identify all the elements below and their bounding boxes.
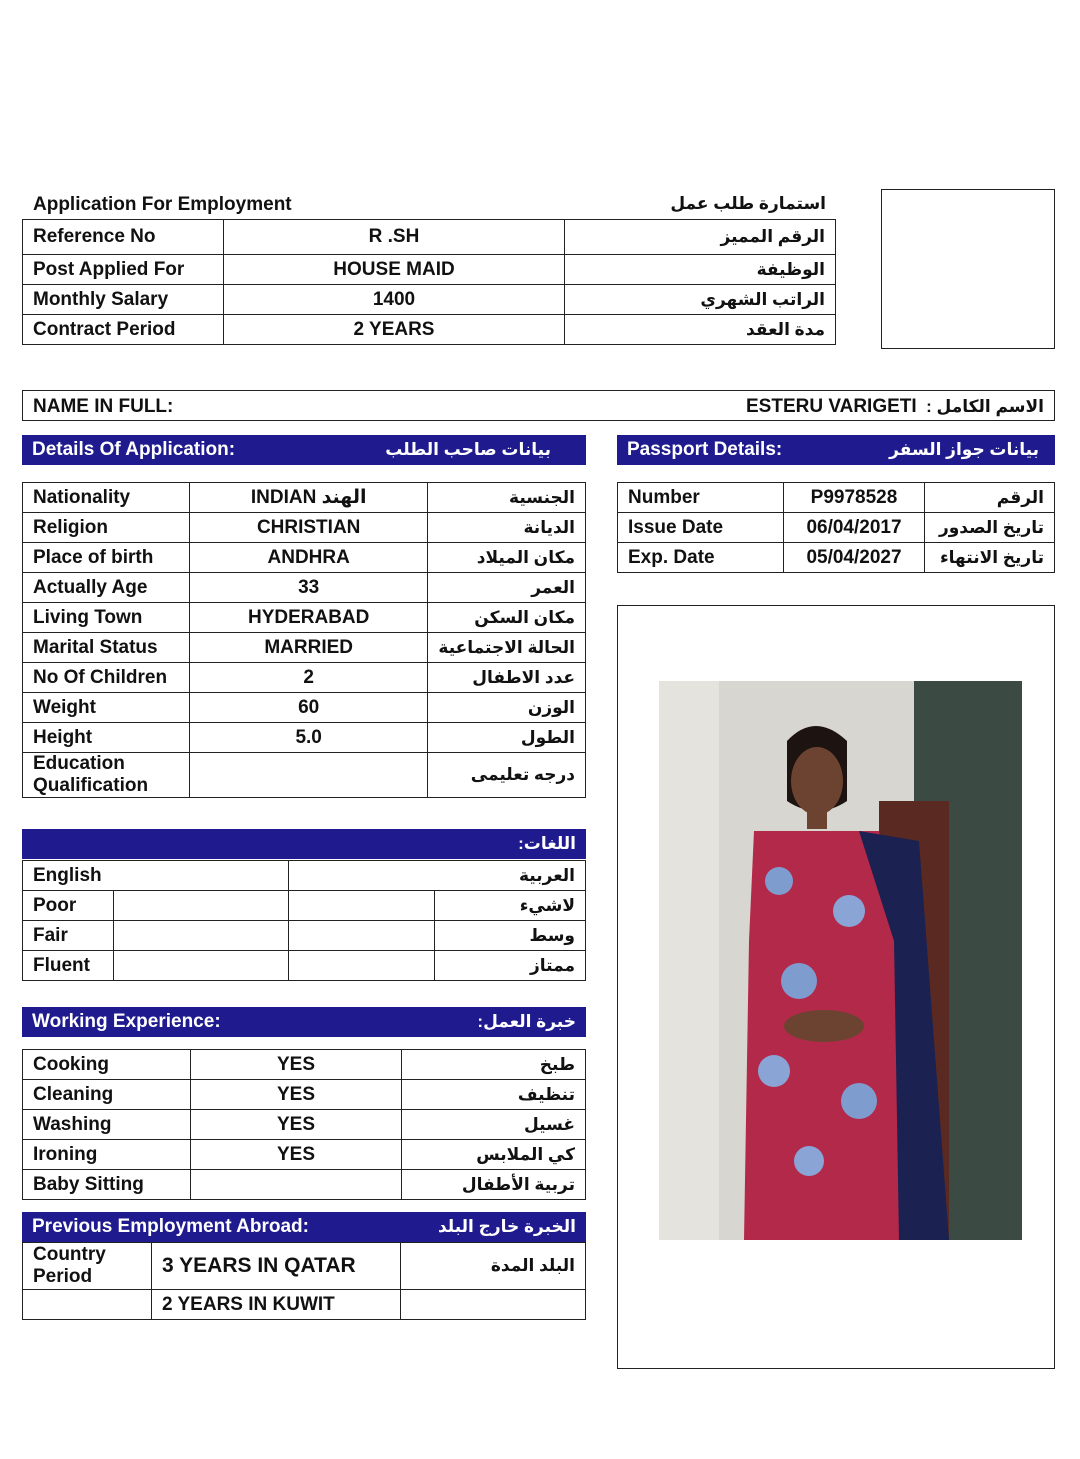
table-row bbox=[23, 1140, 586, 1170]
applicant-photo bbox=[659, 681, 1022, 1240]
detail-value: INDIAN الهند bbox=[189, 483, 427, 513]
name-row bbox=[22, 390, 1055, 421]
language-label: English bbox=[23, 861, 289, 891]
header-value: R .SH bbox=[224, 220, 565, 255]
table-row bbox=[23, 1080, 586, 1110]
table-row bbox=[618, 513, 1055, 543]
experience-label-ar: غسيل bbox=[402, 1110, 586, 1140]
applicant-photo-illustration bbox=[659, 681, 1022, 1240]
table-row bbox=[23, 1110, 586, 1140]
education-value bbox=[189, 753, 427, 798]
table-row bbox=[23, 891, 586, 921]
language-label-ar: العربية bbox=[289, 861, 586, 891]
table-row bbox=[23, 693, 586, 723]
table-row bbox=[23, 951, 586, 981]
language-cell bbox=[289, 891, 435, 921]
table-row bbox=[23, 1050, 586, 1080]
education-label-1: Education bbox=[33, 753, 125, 774]
passport-value: 05/04/2027 bbox=[784, 543, 925, 573]
table-row bbox=[23, 633, 586, 663]
table-row bbox=[23, 220, 836, 255]
details-table bbox=[22, 482, 586, 798]
table-row bbox=[23, 315, 836, 345]
education-label-ar: درجه تعليمى bbox=[428, 753, 586, 798]
table-row bbox=[618, 543, 1055, 573]
experience-label: Cleaning bbox=[23, 1080, 191, 1110]
table-row bbox=[23, 921, 586, 951]
experience-value bbox=[191, 1170, 402, 1200]
table-row bbox=[23, 513, 586, 543]
detail-label-ar: مكان السكن bbox=[428, 603, 586, 633]
experience-title-ar: خبرة العمل: bbox=[477, 1012, 576, 1031]
passport-label: Exp. Date bbox=[618, 543, 784, 573]
header-label: Monthly Salary bbox=[23, 285, 224, 315]
language-cell bbox=[289, 921, 435, 951]
header-table bbox=[22, 219, 836, 345]
detail-label-ar: الطول bbox=[428, 723, 586, 753]
abroad-label-ar: البلد المدة bbox=[401, 1243, 586, 1290]
experience-label: Washing bbox=[23, 1110, 191, 1140]
detail-value: MARRIED bbox=[189, 633, 427, 663]
table-row bbox=[23, 1290, 586, 1320]
passport-value: P9978528 bbox=[784, 483, 925, 513]
photo-frame bbox=[617, 605, 1055, 1369]
detail-value: 60 bbox=[189, 693, 427, 723]
detail-value: CHRISTIAN bbox=[189, 513, 427, 543]
table-row bbox=[23, 1170, 586, 1200]
detail-label-ar: عدد الاطفال bbox=[428, 663, 586, 693]
language-level: Poor bbox=[23, 891, 114, 921]
language-level: Fair bbox=[23, 921, 114, 951]
passport-label-ar: تاريخ الانتهاء bbox=[925, 543, 1055, 573]
details-title: Details Of Application: bbox=[32, 439, 236, 460]
table-row bbox=[23, 723, 586, 753]
detail-value: 5.0 bbox=[189, 723, 427, 753]
experience-label-ar: كي الملابس bbox=[402, 1140, 586, 1170]
abroad-label-2: Period bbox=[33, 1266, 93, 1287]
languages-table bbox=[22, 860, 586, 981]
detail-label: Weight bbox=[23, 693, 190, 723]
abroad-title-ar: الخبرة خارج البلد bbox=[437, 1217, 576, 1236]
table-row bbox=[23, 1243, 586, 1290]
header-label-ar: الراتب الشهري bbox=[565, 285, 836, 315]
header-label: Post Applied For bbox=[23, 255, 224, 285]
table-row bbox=[23, 861, 586, 891]
passport-header-bar bbox=[617, 435, 1055, 465]
header-value: HOUSE MAID bbox=[224, 255, 565, 285]
table-row bbox=[23, 285, 836, 315]
table-row bbox=[23, 663, 586, 693]
form-title-ar: استمارة طلب عمل bbox=[670, 194, 826, 213]
language-level-ar: وسط bbox=[435, 921, 586, 951]
table-row bbox=[23, 603, 586, 633]
detail-label-ar: الحالة الاجتماعية bbox=[428, 633, 586, 663]
passport-label: Issue Date bbox=[618, 513, 784, 543]
abroad-cell bbox=[23, 1290, 152, 1320]
language-cell bbox=[289, 951, 435, 981]
language-level-ar: ممتاز bbox=[435, 951, 586, 981]
experience-label-ar: تربية الأطفال bbox=[402, 1170, 586, 1200]
experience-table bbox=[22, 1049, 586, 1200]
experience-label-ar: تنظيف bbox=[402, 1080, 586, 1110]
table-row bbox=[23, 753, 586, 798]
education-label bbox=[23, 753, 190, 798]
passport-label-ar: الرقم bbox=[925, 483, 1055, 513]
detail-label: No Of Children bbox=[23, 663, 190, 693]
detail-label: Living Town bbox=[23, 603, 190, 633]
detail-label-ar: العمر bbox=[428, 573, 586, 603]
table-row bbox=[23, 483, 586, 513]
detail-label: Marital Status bbox=[23, 633, 190, 663]
education-label-2: Qualification bbox=[33, 775, 149, 796]
detail-value: HYDERABAD bbox=[189, 603, 427, 633]
language-level: Fluent bbox=[23, 951, 114, 981]
experience-value: YES bbox=[191, 1140, 402, 1170]
header-value: 2 YEARS bbox=[224, 315, 565, 345]
experience-label-ar: طبخ bbox=[402, 1050, 586, 1080]
detail-label: Actually Age bbox=[23, 573, 190, 603]
passport-label-ar: تاريخ الصدور bbox=[925, 513, 1055, 543]
passport-title: Passport Details: bbox=[627, 439, 783, 460]
abroad-value: 3 YEARS IN QATAR bbox=[152, 1243, 401, 1290]
details-header-bar bbox=[22, 435, 586, 465]
header-label: Reference No bbox=[23, 220, 224, 255]
detail-label: Nationality bbox=[23, 483, 190, 513]
experience-value: YES bbox=[191, 1080, 402, 1110]
language-cell bbox=[114, 891, 289, 921]
passport-label: Number bbox=[618, 483, 784, 513]
passport-table bbox=[617, 482, 1055, 573]
name-label: NAME IN FULL: bbox=[33, 396, 174, 417]
experience-label: Cooking bbox=[23, 1050, 191, 1080]
name-value: ESTERU VARIGETI bbox=[746, 396, 917, 417]
form-title-en: Application For Employment bbox=[33, 194, 292, 215]
abroad-label-1: Country bbox=[33, 1244, 106, 1265]
details-title-ar: بيانات صاحب الطلب bbox=[385, 440, 551, 459]
detail-label: Height bbox=[23, 723, 190, 753]
abroad-table bbox=[22, 1242, 586, 1320]
header-label-ar: الرقم المميز bbox=[565, 220, 836, 255]
detail-label: Place of birth bbox=[23, 543, 190, 573]
experience-value: YES bbox=[191, 1050, 402, 1080]
detail-label-ar: الجنسية bbox=[428, 483, 586, 513]
table-row bbox=[23, 255, 836, 285]
header-label-ar: الوظيفة bbox=[565, 255, 836, 285]
table-row bbox=[23, 543, 586, 573]
passport-value: 06/04/2017 bbox=[784, 513, 925, 543]
detail-label-ar: مكان الميلاد bbox=[428, 543, 586, 573]
experience-header-bar bbox=[22, 1007, 586, 1037]
language-level-ar: لاشيء bbox=[435, 891, 586, 921]
abroad-title: Previous Employment Abroad: bbox=[32, 1216, 309, 1237]
detail-label: Religion bbox=[23, 513, 190, 543]
abroad-header-bar bbox=[22, 1212, 586, 1242]
detail-label-ar: الوزن bbox=[428, 693, 586, 723]
table-row bbox=[23, 573, 586, 603]
abroad-cell bbox=[401, 1290, 586, 1320]
abroad-value: 2 YEARS IN KUWIT bbox=[152, 1290, 401, 1320]
languages-title-ar: اللغات: bbox=[518, 834, 576, 853]
photo-box-small bbox=[881, 189, 1055, 349]
detail-value: 33 bbox=[189, 573, 427, 603]
passport-title-ar: بيانات جواز السفر bbox=[889, 440, 1039, 459]
language-cell bbox=[114, 921, 289, 951]
experience-label: Baby Sitting bbox=[23, 1170, 191, 1200]
detail-label-ar: الديانة bbox=[428, 513, 586, 543]
detail-value: ANDHRA bbox=[189, 543, 427, 573]
header-value: 1400 bbox=[224, 285, 565, 315]
experience-title: Working Experience: bbox=[32, 1011, 221, 1032]
header-label-ar: مدة العقد bbox=[565, 315, 836, 345]
table-row bbox=[618, 483, 1055, 513]
languages-header-bar bbox=[22, 829, 586, 859]
detail-value: 2 bbox=[189, 663, 427, 693]
experience-value: YES bbox=[191, 1110, 402, 1140]
language-cell bbox=[114, 951, 289, 981]
header-label: Contract Period bbox=[23, 315, 224, 345]
experience-label: Ironing bbox=[23, 1140, 191, 1170]
name-label-ar: الاسم الكامل : bbox=[926, 397, 1044, 416]
abroad-label bbox=[23, 1243, 152, 1290]
